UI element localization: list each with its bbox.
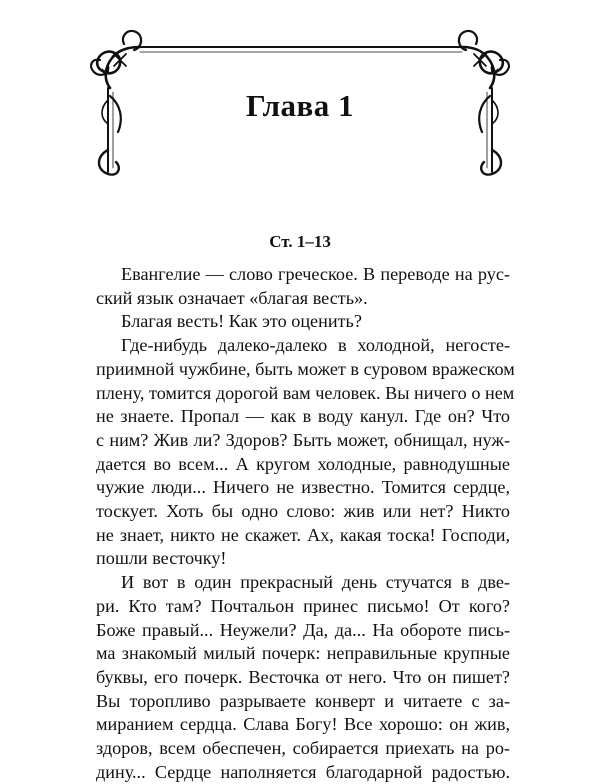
- text-line: пошли весточку!: [96, 548, 227, 569]
- text-line: чужие люди... Ничего не известно. Томится сердце,: [96, 477, 510, 498]
- text-line: тоскует. Хоть бы одно слово: жив или нет? Никто: [96, 501, 510, 522]
- text-line: И вот в один прекрасный день стучатся в две-: [121, 572, 510, 593]
- text-line: Где-нибудь далеко-далеко в холодной, негосте-: [121, 335, 510, 356]
- chapter-title: Глава 1: [245, 88, 355, 123]
- section-reference: Ст. 1–13: [269, 232, 331, 251]
- text-line: миранием сердца. Слава Богу! Все хорошо: он жив,: [96, 714, 510, 735]
- text-line: Вы торопливо разрываете конверт и читаете с за-: [96, 690, 510, 711]
- text-line: не знаете. Пропал — как в воду канул. Где он? Что: [96, 406, 510, 427]
- body-text: [96, 263, 515, 784]
- text-line: ри. Кто там? Почтальон принес письмо! От кого?: [96, 595, 510, 616]
- text-line: дается во всем... А кругом холодные, равнодушные: [96, 453, 510, 474]
- text-line: ма знакомый милый почерк: неправильные крупные: [96, 643, 510, 664]
- text-line: плену, томится дорогой вам человек. Вы ничего о нем: [96, 382, 515, 403]
- text-line: дину... Сердце наполняется благодарной радостью.: [96, 761, 510, 782]
- text-line: Евангелие — слово греческое. В переводе на рус-: [121, 264, 510, 284]
- text-line: здоров, всем обеспечен, собирается приехать на ро-: [96, 738, 510, 759]
- text-line: Боже правый... Неужели? Да, да... На обороте пись-: [96, 619, 510, 640]
- text-line: не знает, никто не скажет. Ах, какая тоска! Господи,: [96, 524, 510, 545]
- text-line: ский язык означает «благая весть».: [96, 287, 368, 308]
- text-line: Благая весть! Как это оценить?: [121, 311, 362, 332]
- text-line: буквы, его почерк. Весточка от него. Что он пишет?: [96, 666, 510, 687]
- text-line: с ним? Жив ли? Здоров? Быть может, обнищал, нуж-: [96, 429, 510, 450]
- text-line: приимной чужбине, быть может в суровом вражеском: [96, 358, 515, 379]
